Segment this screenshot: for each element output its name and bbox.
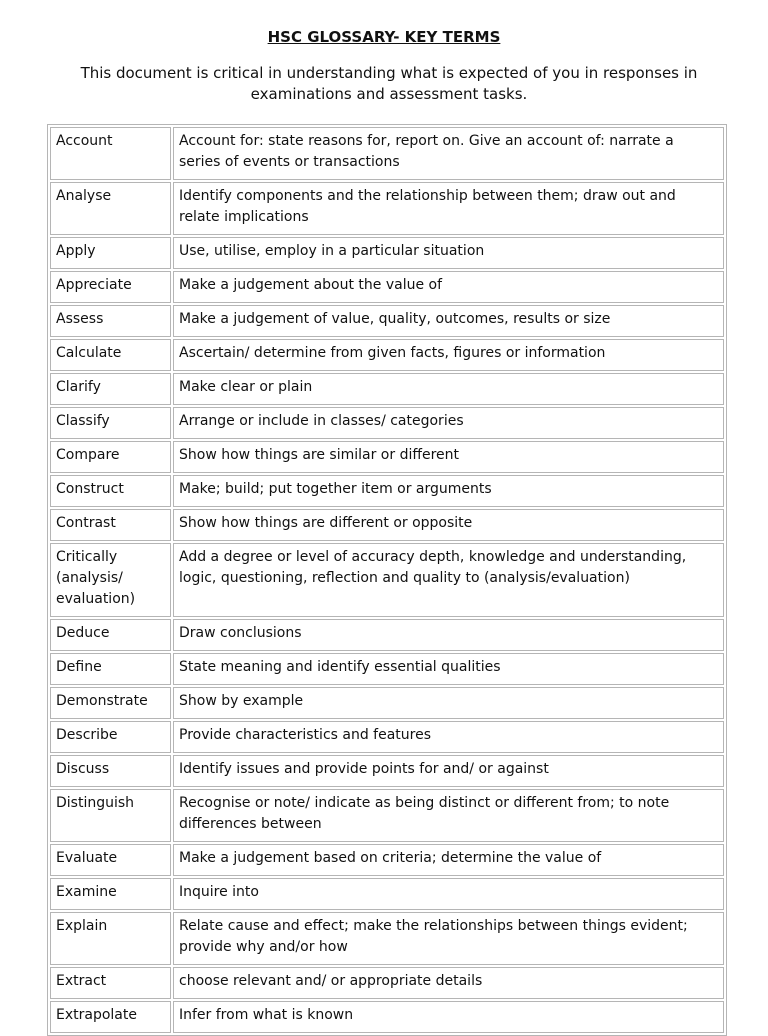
definition-cell: Make; build; put together item or arguments [173, 475, 724, 507]
table-row [50, 127, 724, 180]
term-cell: Distinguish [50, 789, 171, 842]
definition-cell: Arrange or include in classes/ categories [173, 407, 724, 439]
table-row [50, 1001, 724, 1033]
table-row [50, 509, 724, 541]
table-row [50, 967, 724, 999]
term-cell: Apply [50, 237, 171, 269]
term-cell: Account [50, 127, 171, 180]
term-cell: Describe [50, 721, 171, 753]
term-cell: Deduce [50, 619, 171, 651]
term-cell: Define [50, 653, 171, 685]
intro-paragraph: This document is critical in understanding what is expected of you in responses in examinations and assessment tasks. [80, 64, 698, 103]
term-cell: Construct [50, 475, 171, 507]
table-row [50, 271, 724, 303]
table-row [50, 721, 724, 753]
table-row [50, 755, 724, 787]
term-cell: Analyse [50, 182, 171, 235]
definition-cell: Recognise or note/ indicate as being distinct or different from; to note differences between [173, 789, 724, 842]
term-cell: Explain [50, 912, 171, 965]
definition-cell: Make a judgement of value, quality, outcomes, results or size [173, 305, 724, 337]
table-row [50, 619, 724, 651]
term-cell: Critically (analysis/ evaluation) [50, 543, 171, 617]
table-row [50, 475, 724, 507]
definition-cell: State meaning and identify essential qualities [173, 653, 724, 685]
term-cell: Compare [50, 441, 171, 473]
definition-cell: Relate cause and effect; make the relationships between things evident; provide why and/or how [173, 912, 724, 965]
table-row [50, 687, 724, 719]
term-cell: Examine [50, 878, 171, 910]
definition-cell: Provide characteristics and features [173, 721, 724, 753]
glossary-table [47, 124, 727, 1036]
table-row [50, 339, 724, 371]
definition-cell: Infer from what is known [173, 1001, 724, 1033]
table-row [50, 182, 724, 235]
term-cell: Evaluate [50, 844, 171, 876]
term-cell: Extrapolate [50, 1001, 171, 1033]
term-cell: Demonstrate [50, 687, 171, 719]
definition-cell: Make clear or plain [173, 373, 724, 405]
term-cell: Appreciate [50, 271, 171, 303]
term-cell: Extract [50, 967, 171, 999]
term-cell: Contrast [50, 509, 171, 541]
definition-cell: Account for: state reasons for, report on. Give an account of: narrate a series of events or transactions [173, 127, 724, 180]
term-cell: Clarify [50, 373, 171, 405]
definition-cell: Show how things are similar or different [173, 441, 724, 473]
table-row [50, 789, 724, 842]
definition-cell: choose relevant and/ or appropriate details [173, 967, 724, 999]
table-row [50, 912, 724, 965]
definition-cell: Make a judgement based on criteria; determine the value of [173, 844, 724, 876]
table-row [50, 844, 724, 876]
table-row [50, 407, 724, 439]
definition-cell: Add a degree or level of accuracy depth, knowledge and understanding, logic, questioning, reflection and quality to (analysis/evaluation) [173, 543, 724, 617]
term-cell: Discuss [50, 755, 171, 787]
page-title: HSC GLOSSARY- KEY TERMS [267, 28, 501, 46]
table-row [50, 441, 724, 473]
definition-cell: Identify components and the relationship between them; draw out and relate implications [173, 182, 724, 235]
definition-cell: Inquire into [173, 878, 724, 910]
term-cell: Assess [50, 305, 171, 337]
table-row [50, 237, 724, 269]
definition-cell: Make a judgement about the value of [173, 271, 724, 303]
definition-cell: Identify issues and provide points for and/ or against [173, 755, 724, 787]
table-row [50, 653, 724, 685]
definition-cell: Show by example [173, 687, 724, 719]
table-row [50, 373, 724, 405]
definition-cell: Ascertain/ determine from given facts, figures or information [173, 339, 724, 371]
definition-cell: Draw conclusions [173, 619, 724, 651]
table-row [50, 543, 724, 617]
definition-cell: Show how things are different or opposite [173, 509, 724, 541]
table-row [50, 878, 724, 910]
definition-cell: Use, utilise, employ in a particular situation [173, 237, 724, 269]
term-cell: Classify [50, 407, 171, 439]
term-cell: Calculate [50, 339, 171, 371]
table-row [50, 305, 724, 337]
